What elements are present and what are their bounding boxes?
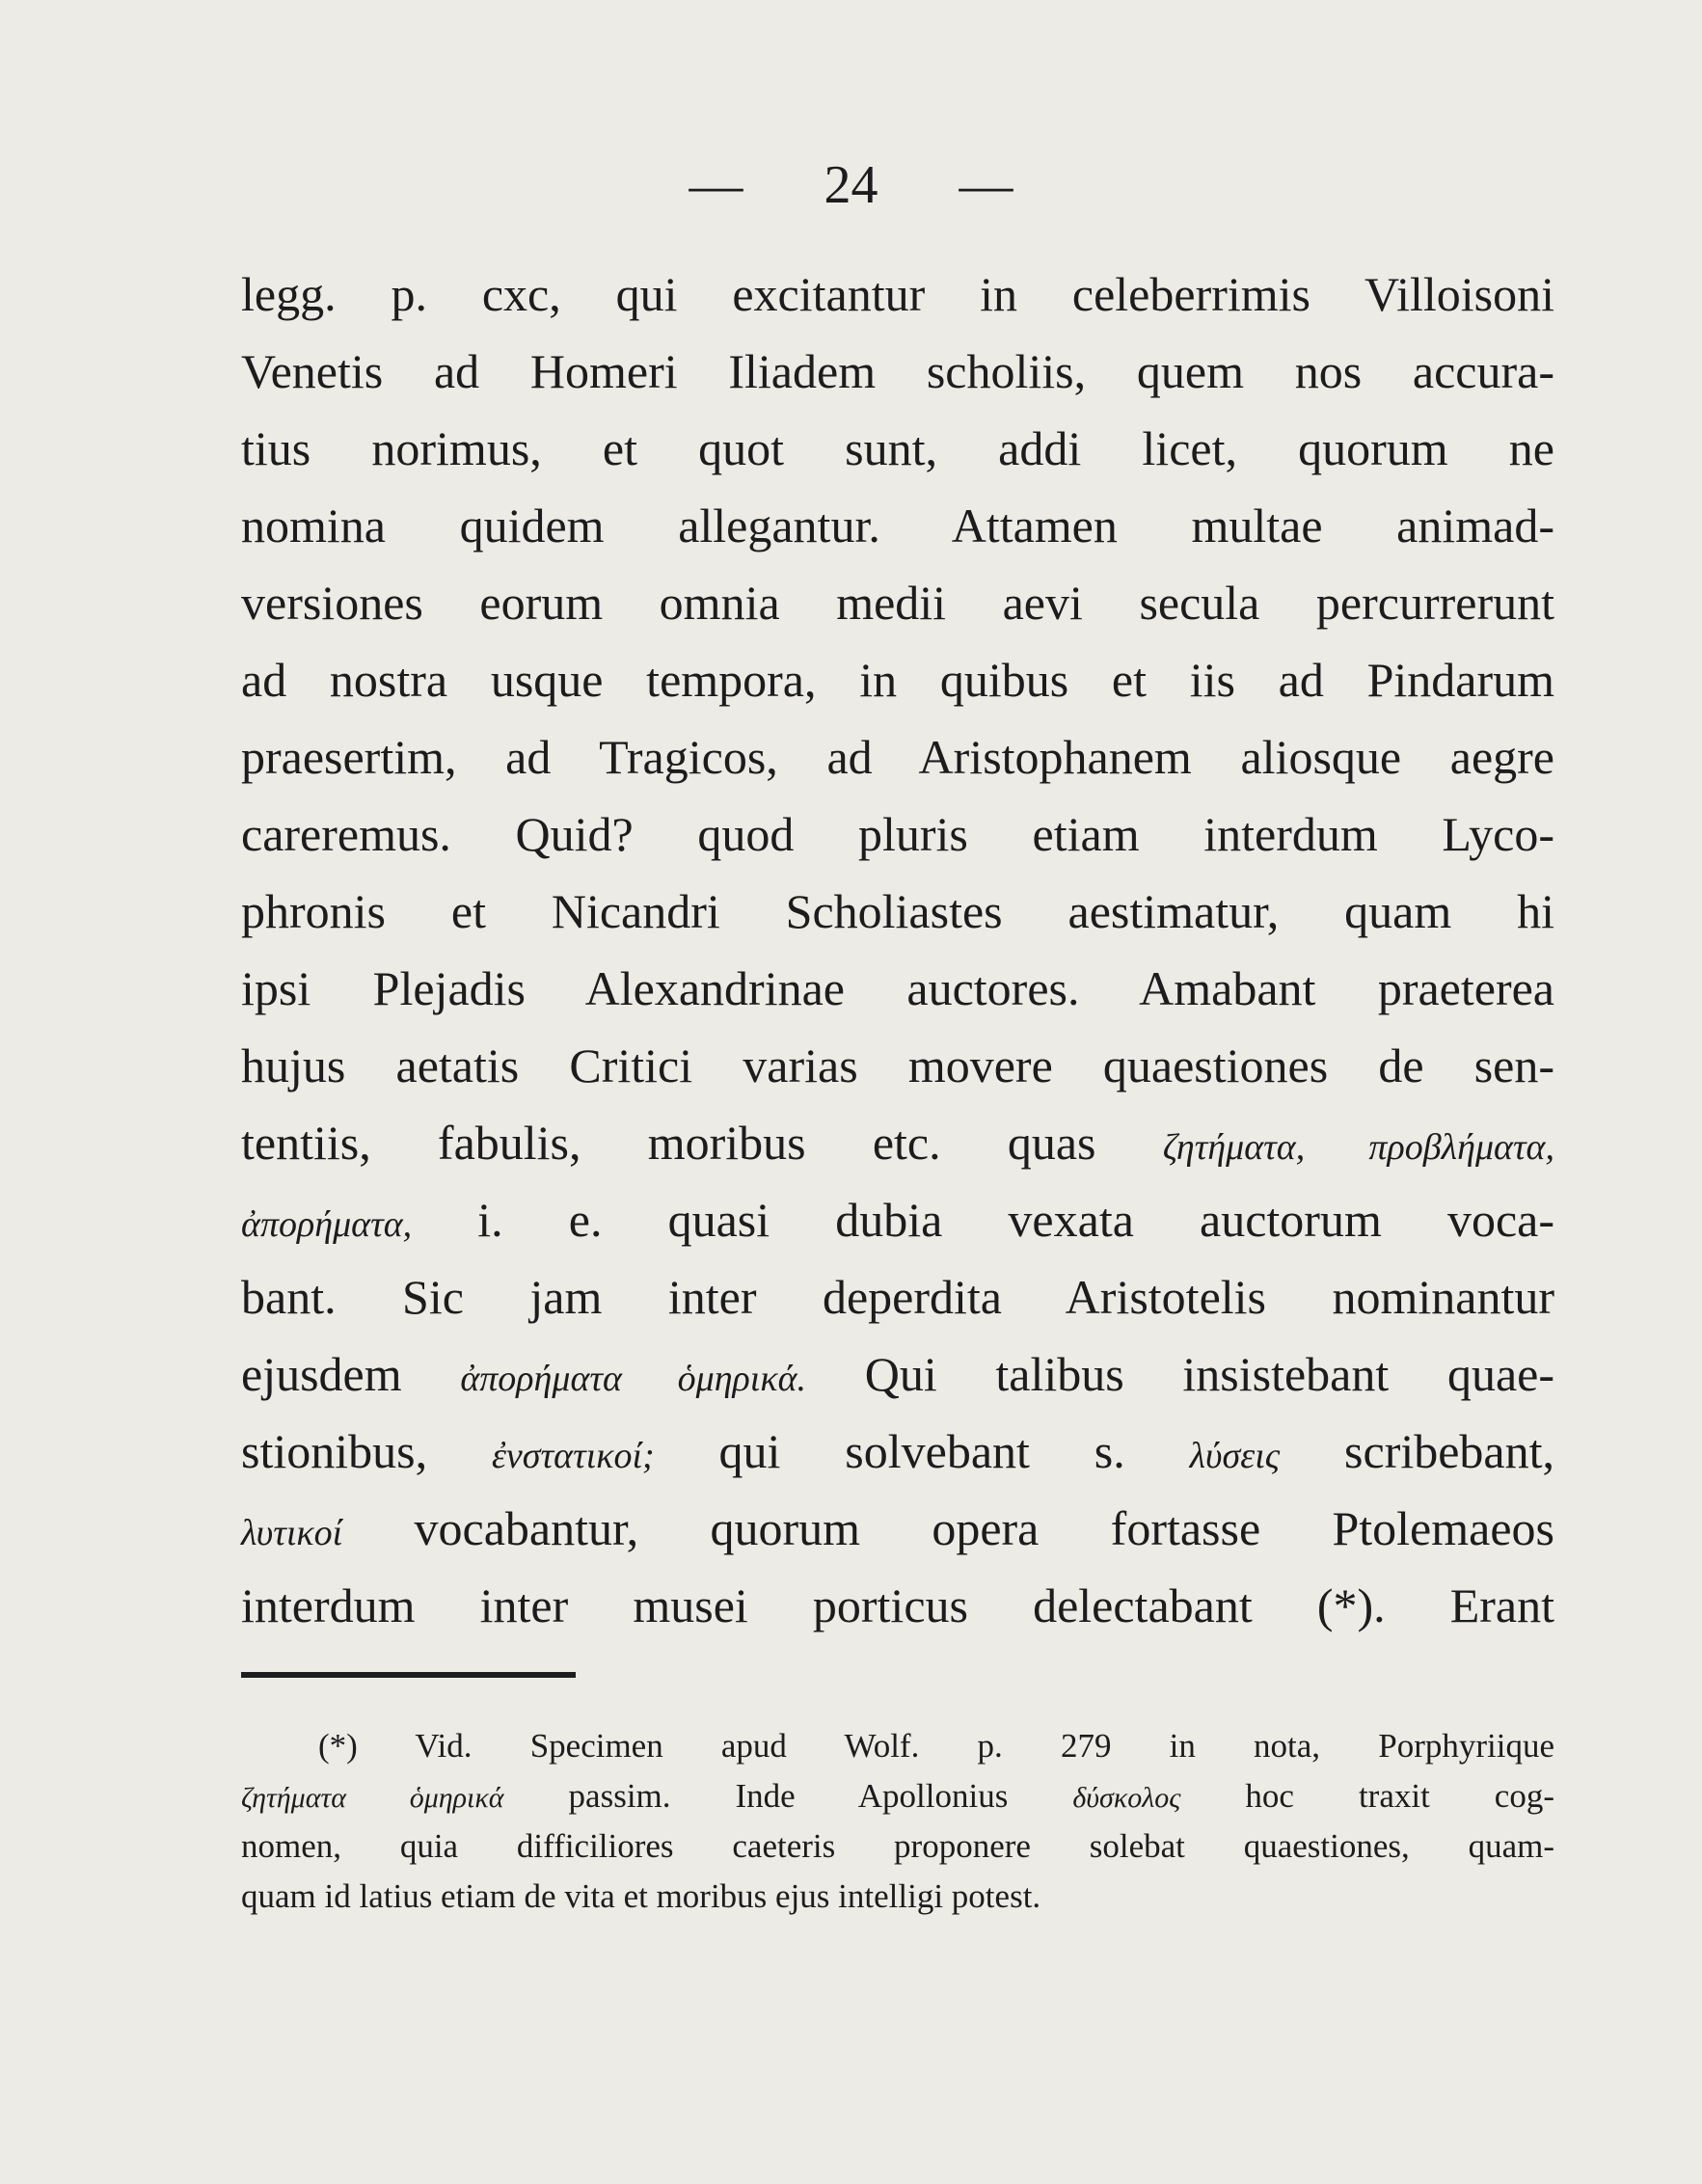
text-run: careremus. Quid? quod pluris etiam interdum Lyco- bbox=[241, 807, 1554, 861]
greek-phrase: ζητήματα ὁμηρικά bbox=[241, 1782, 504, 1814]
greek-phrase: ζητήματα, προβλήματα, bbox=[1162, 1127, 1555, 1168]
footnote-separator-rule bbox=[241, 1672, 576, 1678]
text-run: Venetis ad Homeri Iliadem scholiis, quem nos accura- bbox=[241, 344, 1554, 398]
text-run: stionibus, bbox=[241, 1424, 492, 1478]
text-run: passim. Inde Apollonius bbox=[503, 1777, 1073, 1815]
header-dash-right: — bbox=[959, 155, 1013, 215]
greek-phrase: ἀπορήματα, bbox=[241, 1204, 413, 1245]
body-text-line bbox=[241, 1104, 1554, 1181]
header-dash-left: — bbox=[689, 155, 743, 215]
body-text-line bbox=[241, 1027, 1554, 1104]
text-run: bant. Sic jam inter deperdita Aristotelis nominantur bbox=[241, 1270, 1554, 1324]
body-text-line bbox=[241, 795, 1554, 873]
footnote-block bbox=[241, 1721, 1554, 1922]
body-text-line bbox=[241, 641, 1554, 718]
greek-phrase: λύσεις bbox=[1189, 1436, 1281, 1476]
text-run: versiones eorum omnia medii aevi secula percurrerunt bbox=[241, 576, 1554, 630]
body-text-line bbox=[241, 1258, 1554, 1335]
greek-phrase: ἐνστατικοί; bbox=[491, 1436, 655, 1476]
footnote-line bbox=[241, 1721, 1554, 1771]
body-text-line bbox=[241, 873, 1554, 950]
text-run: legg. p. cxc, qui excitantur in celeberrimis Villoisoni bbox=[241, 267, 1554, 321]
page-number: 24 bbox=[824, 155, 878, 215]
greek-phrase: ἀπορήματα ὁμηρικά. bbox=[460, 1359, 807, 1399]
text-run: Qui talibus insistebant quae- bbox=[806, 1347, 1554, 1401]
body-text-line bbox=[241, 1413, 1554, 1490]
text-run: ipsi Plejadis Alexandrinae auctores. Amabant praeterea bbox=[241, 961, 1554, 1015]
text-run: ad nostra usque tempora, in quibus et iis ad Pindarum bbox=[241, 653, 1554, 707]
text-run: hoc traxit cog- bbox=[1180, 1777, 1554, 1815]
body-text-line bbox=[241, 487, 1554, 564]
text-run: quam id latius etiam de vita et moribus ejus intelligi potest. bbox=[241, 1877, 1041, 1915]
body-text-line bbox=[241, 1335, 1554, 1413]
text-run: qui solvebant s. bbox=[654, 1424, 1190, 1478]
text-run: i. e. quasi dubia vexata auctorum voca- bbox=[412, 1193, 1554, 1247]
text-run: praesertim, ad Tragicos, ad Aristophanem aliosque aegre bbox=[241, 730, 1554, 784]
footnote-line bbox=[241, 1872, 1554, 1922]
text-run: vocabantur, quorum opera fortasse Ptolemaeos bbox=[342, 1501, 1554, 1555]
text-run: scribebant, bbox=[1280, 1424, 1555, 1478]
text-run: hujus aetatis Critici varias movere quaestiones de sen- bbox=[241, 1038, 1554, 1092]
text-run: phronis et Nicandri Scholiastes aestimatur, quam hi bbox=[241, 884, 1554, 938]
text-run: interdum inter musei porticus delectabant (*). Erant bbox=[241, 1578, 1554, 1632]
text-run: (*) Vid. Specimen apud Wolf. p. 279 in nota, Porphyriique bbox=[318, 1727, 1554, 1765]
body-text-line bbox=[241, 950, 1554, 1027]
page-header bbox=[0, 154, 1702, 216]
greek-phrase: δύσκολος bbox=[1072, 1782, 1181, 1814]
body-text-line bbox=[241, 333, 1554, 410]
body-text-line bbox=[241, 1181, 1554, 1258]
body-text-line bbox=[241, 718, 1554, 795]
text-run: ejusdem bbox=[241, 1347, 461, 1401]
body-text-line bbox=[241, 1490, 1554, 1567]
greek-phrase: λυτικοί bbox=[241, 1513, 343, 1553]
text-run: tentiis, fabulis, moribus etc. quas bbox=[241, 1116, 1163, 1170]
body-text-line bbox=[241, 564, 1554, 641]
footnote-line bbox=[241, 1771, 1554, 1821]
body-text-line bbox=[241, 1567, 1554, 1644]
footnote-line bbox=[241, 1821, 1554, 1872]
text-run: nomina quidem allegantur. Attamen multae animad- bbox=[241, 499, 1554, 553]
text-run: nomen, quia difficiliores caeteris proponere solebat quaestiones, quam- bbox=[241, 1827, 1554, 1865]
body-text-line bbox=[241, 256, 1554, 333]
main-text-block bbox=[241, 256, 1554, 1644]
text-run: tius norimus, et quot sunt, addi licet, quorum ne bbox=[241, 421, 1554, 475]
body-text-line bbox=[241, 410, 1554, 487]
